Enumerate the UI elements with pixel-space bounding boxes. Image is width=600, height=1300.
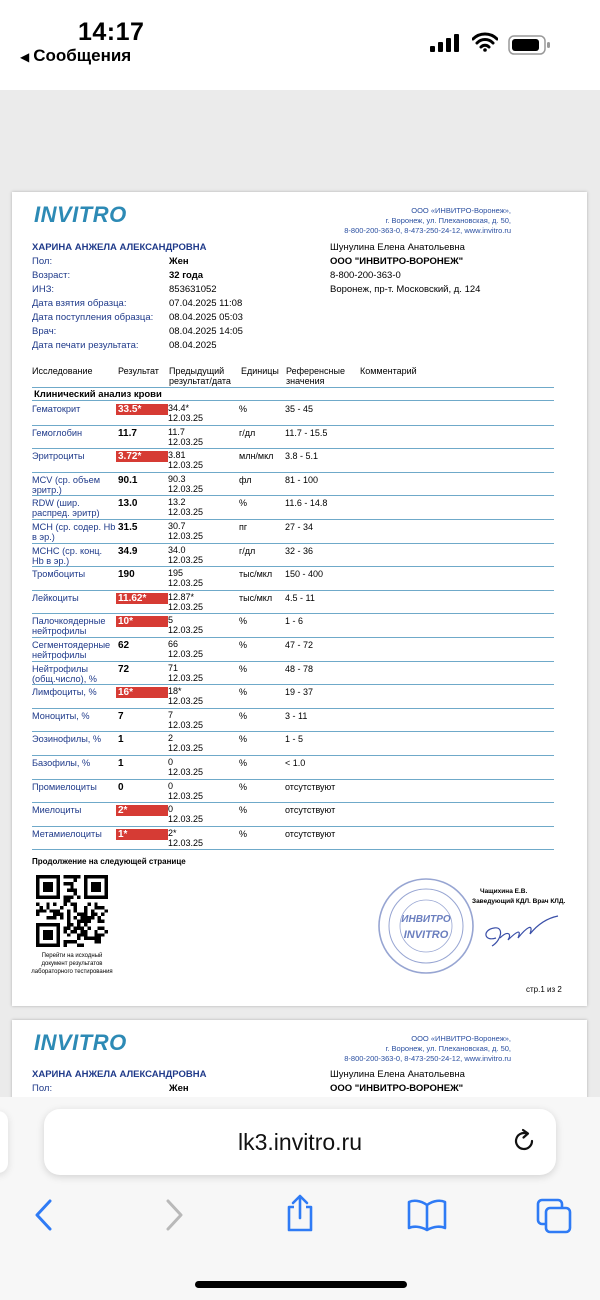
doctor-name: Шунулина Елена Анатольевна <box>330 242 465 253</box>
reference-range: 19 - 37 <box>285 687 314 698</box>
test-name: Базофилы, % <box>32 758 91 768</box>
field-label: Дата взятия образца: <box>32 298 127 309</box>
previous-result <box>168 733 203 753</box>
previous-date: 12.03.25 <box>168 814 204 825</box>
signer-name: Чащихина Е.В. <box>480 888 528 895</box>
result-value-flagged: 3.72* <box>116 451 168 462</box>
col-ref-header-line: Референсные <box>286 366 345 376</box>
reference-range: 35 - 45 <box>285 404 314 414</box>
back-icon[interactable] <box>30 1197 58 1233</box>
table-row <box>32 826 554 851</box>
status-bar <box>0 0 600 90</box>
field-label: Возраст: <box>32 270 71 281</box>
patient-name: ХАРИНА АНЖЕЛА АЛЕКСАНДРОВНА <box>32 1069 207 1080</box>
col-comment-header: Комментарий <box>360 366 417 376</box>
table-row <box>32 613 554 638</box>
lab-stamp-icon <box>376 876 476 976</box>
back-app-label: Сообщения <box>33 46 132 65</box>
field-value: 08.04.2025 <box>169 340 217 351</box>
signer-title: Заведующий КДЛ. Врач КЛД. <box>472 898 566 905</box>
table-row <box>32 637 554 662</box>
table-row <box>32 425 554 450</box>
qr-caption-line: документ результатов <box>41 961 103 967</box>
unit: фл <box>239 474 252 485</box>
previous-date: 12.03.25 <box>168 719 204 730</box>
unit: % <box>239 640 248 650</box>
previous-result <box>168 592 203 612</box>
page-number: стр.1 из 2 <box>526 985 562 994</box>
previous-result <box>168 639 203 659</box>
table-row <box>32 779 554 804</box>
previous-date: 12.03.25 <box>168 767 204 777</box>
result-value: 31.5 <box>118 522 138 533</box>
company-line: 8-800-200-363-0, 8-473-250-24-12, www.invitro.ru <box>344 1054 511 1063</box>
test-name: Гемоглобин <box>32 427 83 438</box>
previous-value: 18* <box>168 686 182 697</box>
result-value-flagged: 11.62* <box>116 593 168 604</box>
test-name: Метамиелоциты <box>32 828 102 839</box>
test-name: Сегментоядерные нейтрофилы <box>32 640 111 660</box>
reference-range: 48 - 78 <box>285 663 314 674</box>
test-name: Лимфоциты, % <box>32 687 97 698</box>
table-row <box>32 708 554 733</box>
test-name: RDW (шир. распред. эритр) <box>32 498 100 519</box>
reference-range: отсутствуют <box>285 781 336 792</box>
forward-icon[interactable] <box>160 1197 188 1233</box>
previous-result <box>168 615 203 635</box>
col-prev-header-line: результат/дата <box>169 376 231 386</box>
result-value: 0 <box>118 781 124 793</box>
test-name: Палочкоядерные нейтрофилы <box>32 616 106 637</box>
qr-caption-line: лабораторного тестирования <box>31 969 113 975</box>
previous-date: 12.03.25 <box>168 625 204 636</box>
qr-code-icon[interactable] <box>36 875 108 947</box>
previous-value: 30.7 <box>168 521 186 531</box>
previous-result <box>168 545 203 565</box>
company-line: г. Воронеж, ул. Плехановская, д. 50, <box>385 1044 511 1053</box>
share-icon[interactable] <box>284 1193 316 1233</box>
previous-value: 34.4* <box>168 403 190 413</box>
result-value: 62 <box>118 640 130 651</box>
test-name: Лейкоциты <box>32 592 79 603</box>
unit: тыс/мкл <box>239 592 273 603</box>
header-divider <box>32 387 554 388</box>
doctor-name: Шунулина Елена Анатольевна <box>330 1069 465 1080</box>
previous-date: 12.03.25 <box>168 601 204 612</box>
result-value: 90.1 <box>118 474 138 486</box>
section-title: Клинический анализ крови <box>34 389 162 400</box>
test-name: Эритроциты <box>32 451 85 462</box>
previous-value: 3.81 <box>168 450 186 461</box>
result-value: 1 <box>118 734 124 746</box>
unit: % <box>239 498 248 509</box>
previous-tab-peek[interactable] <box>0 1111 8 1173</box>
reference-range: 11.6 - 14.8 <box>285 498 328 509</box>
sex-label: Пол: <box>32 1083 53 1094</box>
test-name: Гематокрит <box>32 404 81 414</box>
test-name: MCH (ср. содер. Hb в эр.) <box>32 522 116 542</box>
result-value: 13.0 <box>118 498 138 510</box>
result-value: 34.9 <box>118 545 138 557</box>
company-line: г. Воронеж, ул. Плехановская, д. 50, <box>385 216 511 225</box>
col-prev-header-line: Предыдущий <box>169 366 225 376</box>
back-triangle-icon: ◀ <box>20 50 30 64</box>
unit: г/дл <box>239 427 256 438</box>
previous-value: 12.87* <box>168 591 195 602</box>
previous-result <box>168 521 203 541</box>
previous-value: 90.3 <box>168 473 186 484</box>
continued-note: Продолжение на следующей странице <box>32 857 186 866</box>
browser-toolbar <box>0 1097 600 1300</box>
col-ref-header <box>286 366 345 386</box>
result-value: 72 <box>118 663 130 675</box>
field-label: Пол: <box>32 256 53 267</box>
field-value: 32 года <box>169 270 204 281</box>
svg-text:ИНВИТРО: ИНВИТРО <box>401 914 451 925</box>
previous-result <box>168 804 203 824</box>
previous-result <box>168 403 203 423</box>
previous-value: 71 <box>168 662 179 673</box>
back-to-app-link[interactable] <box>20 46 131 66</box>
unit: % <box>239 663 248 674</box>
table-row <box>32 543 554 568</box>
result-value: 11.7 <box>118 427 137 439</box>
previous-result <box>168 663 203 683</box>
result-value: 7 <box>118 710 124 722</box>
table-row <box>32 731 554 756</box>
reference-range: 11.7 - 15.5 <box>285 427 328 438</box>
invitro-logo: INVITRO <box>34 202 127 227</box>
col-study-header: Исследование <box>32 366 93 376</box>
field-label: Дата печати результата: <box>32 340 139 351</box>
field-value: 853631052 <box>169 284 217 295</box>
company-info <box>344 206 511 236</box>
patient-name: ХАРИНА АНЖЕЛА АЛЕКСАНДРОВНА <box>32 242 207 253</box>
lab-name: ООО "ИНВИТРО-ВОРОНЕЖ" <box>330 1083 464 1094</box>
test-name: Тромбоциты <box>32 569 86 580</box>
col-ref-header-line: значения <box>286 376 325 386</box>
table-row <box>32 802 554 827</box>
previous-result <box>168 710 203 730</box>
previous-value: 0 <box>168 780 174 791</box>
previous-date: 12.03.25 <box>168 743 204 754</box>
table-row <box>32 661 554 686</box>
result-value-flagged: 33.5* <box>116 404 168 415</box>
reload-icon[interactable] <box>510 1127 538 1155</box>
previous-result <box>168 497 203 517</box>
table-row <box>32 519 554 544</box>
qr-caption-line: Перейти на исходный <box>41 953 103 959</box>
report-page-1 <box>12 192 587 1006</box>
field-value: Жен <box>169 256 189 267</box>
previous-value: 5 <box>168 615 174 626</box>
test-name: Моноциты, % <box>32 710 90 721</box>
company-line: 8-800-200-363-0, 8-473-250-24-12, www.invitro.ru <box>344 226 511 235</box>
previous-date: 12.03.25 <box>168 531 204 541</box>
previous-value: 2 <box>168 733 174 744</box>
field-value: 07.04.2025 11:08 <box>169 298 243 309</box>
previous-result <box>168 450 203 470</box>
wifi-icon <box>472 32 498 52</box>
table-row <box>32 755 554 780</box>
previous-result <box>168 427 203 447</box>
unit: % <box>239 710 248 721</box>
table-row <box>32 684 554 709</box>
field-value: 08.04.2025 05:03 <box>169 312 243 323</box>
previous-value: 7 <box>168 709 174 720</box>
sex-value: Жен <box>169 1083 189 1094</box>
previous-result <box>168 686 203 706</box>
reference-range: 81 - 100 <box>285 474 319 485</box>
field-label: Дата поступления образца: <box>32 312 154 323</box>
reference-range: 27 - 34 <box>285 522 314 532</box>
address-bar[interactable] <box>44 1109 556 1175</box>
unit: млн/мкл <box>239 451 274 462</box>
col-prev-header <box>169 366 231 386</box>
signal-icon <box>430 34 460 52</box>
previous-date: 12.03.25 <box>168 790 204 801</box>
test-name: Нейтрофилы (общ.число), % <box>32 663 97 684</box>
reference-range: 3.8 - 5.1 <box>285 451 319 462</box>
unit: % <box>239 687 248 698</box>
unit: % <box>239 828 248 839</box>
previous-value: 13.2 <box>168 497 186 508</box>
previous-date: 12.03.25 <box>168 672 204 683</box>
home-indicator[interactable] <box>195 1281 407 1288</box>
company-line: ООО «ИНВИТРО-Воронеж», <box>411 206 511 215</box>
svg-text:INVITRO: INVITRO <box>403 929 449 941</box>
signature-icon <box>478 908 562 954</box>
lab-name: ООО "ИНВИТРО-ВОРОНЕЖ" <box>330 256 464 267</box>
field-label: ИНЗ: <box>32 284 55 295</box>
col-units-header: Единицы <box>241 366 279 376</box>
reference-range: 1 - 6 <box>285 616 304 627</box>
tabs-icon[interactable] <box>535 1197 573 1235</box>
invitro-logo: INVITRO <box>34 1030 127 1055</box>
previous-date: 12.03.25 <box>168 554 204 565</box>
field-value: 08.04.2025 14:05 <box>169 326 243 337</box>
previous-date: 12.03.25 <box>168 436 204 447</box>
result-value-flagged: 16* <box>116 687 168 698</box>
previous-result <box>168 474 203 494</box>
reference-range: < 1.0 <box>285 758 306 768</box>
previous-value: 0 <box>168 804 174 815</box>
table-row <box>32 566 554 591</box>
previous-date: 12.03.25 <box>168 696 204 707</box>
previous-result <box>168 828 203 848</box>
reference-range: 47 - 72 <box>285 640 314 650</box>
previous-date: 12.03.25 <box>168 507 204 518</box>
lab-phone: 8-800-200-363-0 <box>330 270 401 281</box>
previous-date: 12.03.25 <box>168 460 204 471</box>
battery-icon <box>508 35 552 55</box>
test-name: Миелоциты <box>32 805 82 816</box>
unit: % <box>239 758 248 768</box>
previous-date: 12.03.25 <box>168 837 204 848</box>
unit: % <box>239 734 248 745</box>
result-value-flagged: 10* <box>116 616 168 627</box>
previous-value: 195 <box>168 568 184 579</box>
previous-result <box>168 568 203 588</box>
table-row <box>32 401 554 426</box>
reference-range: 3 - 11 <box>285 710 308 721</box>
previous-value: 34.0 <box>168 544 186 555</box>
previous-result <box>168 757 203 777</box>
previous-value: 11.7 <box>168 426 185 437</box>
reference-range: отсутствуют <box>285 805 336 816</box>
company-line: ООО «ИНВИТРО-Воронеж», <box>411 1034 511 1043</box>
table-row <box>32 472 554 497</box>
unit: тыс/мкл <box>239 569 273 580</box>
previous-value: 66 <box>168 639 179 649</box>
test-name: Эозинофилы, % <box>32 734 102 745</box>
test-name: MCV (ср. объем эритр.) <box>32 474 101 495</box>
reference-range: 32 - 36 <box>285 545 314 556</box>
col-result-header: Результат <box>118 366 159 376</box>
previous-result <box>168 781 203 801</box>
status-time: 14:17 <box>78 18 145 46</box>
unit: % <box>239 616 248 627</box>
unit: % <box>239 805 248 816</box>
previous-date: 12.03.25 <box>168 483 204 494</box>
test-name: MCHC (ср. конц. Hb в эр.) <box>32 545 103 566</box>
test-name: Промиелоциты <box>32 781 97 792</box>
unit: г/дл <box>239 545 256 556</box>
table-row <box>32 495 554 520</box>
url-text[interactable]: lk3.invitro.ru <box>238 1129 362 1155</box>
qr-caption <box>20 952 124 976</box>
unit: пг <box>239 522 248 532</box>
unit: % <box>239 781 248 792</box>
result-value-flagged: 2* <box>116 805 168 816</box>
field-label: Врач: <box>32 326 57 337</box>
previous-value: 0 <box>168 757 174 767</box>
result-value: 190 <box>118 569 135 581</box>
previous-date: 12.03.25 <box>168 413 204 423</box>
company-info <box>344 1034 511 1064</box>
unit: % <box>239 404 248 414</box>
reference-range: отсутствуют <box>285 828 336 839</box>
reference-range: 4.5 - 11 <box>285 592 315 603</box>
reference-range: 150 - 400 <box>285 569 324 580</box>
result-value: 1 <box>118 758 124 769</box>
previous-value: 2* <box>168 827 177 838</box>
previous-date: 12.03.25 <box>168 649 204 659</box>
reference-range: 1 - 5 <box>285 734 304 745</box>
previous-date: 12.03.25 <box>168 578 204 589</box>
table-row <box>32 448 554 473</box>
bookmarks-icon[interactable] <box>406 1197 448 1233</box>
table-row <box>32 590 554 615</box>
result-value-flagged: 1* <box>116 829 168 840</box>
lab-address: Воронеж, пр-т. Московский, д. 124 <box>330 284 481 295</box>
